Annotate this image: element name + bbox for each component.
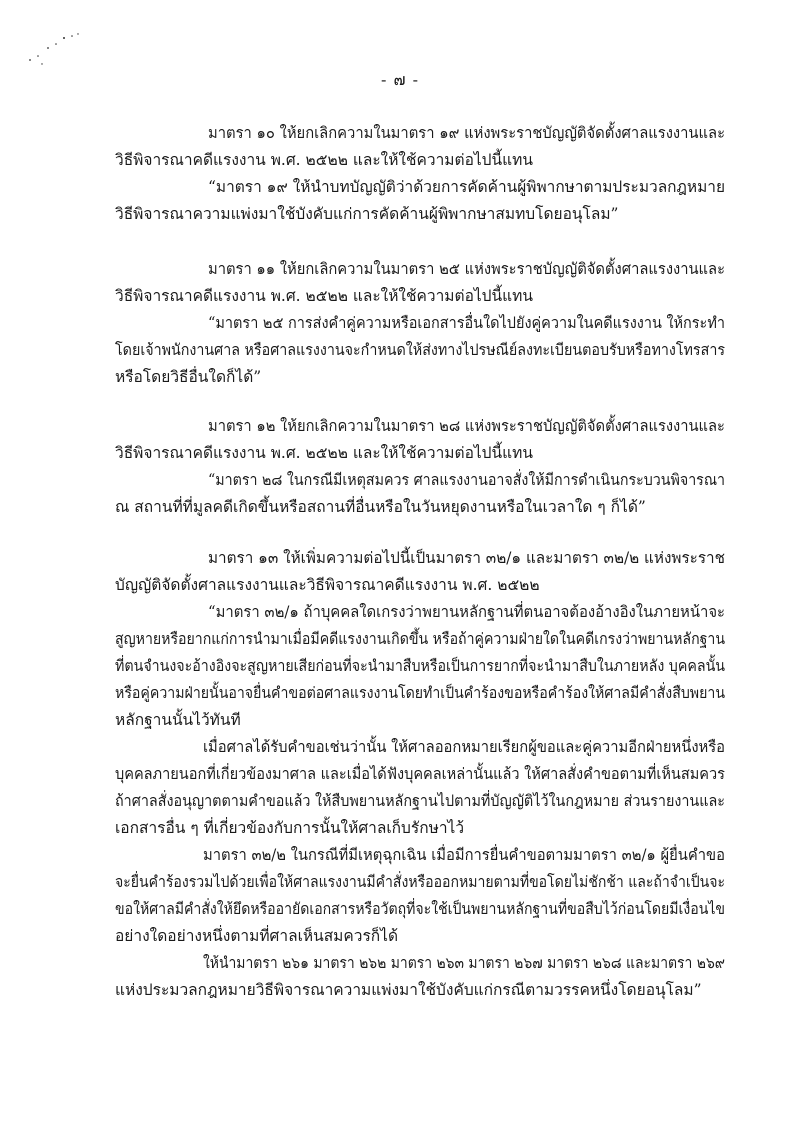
- text-line-content: อย่างใดอย่างหนึ่งตามที่ศาลเห็นสมควรก็ได้: [115, 927, 399, 945]
- section-article-10: [115, 120, 725, 228]
- text-line: [115, 950, 725, 977]
- text-line-content: เมื่อศาลได้รับคำขอเช่นว่านั้น ให้ศาลออกหมายเรียกผู้ขอและคู่ความอีกฝ่ายหนึ่งหรือ: [203, 738, 726, 756]
- text-line: [115, 680, 725, 707]
- text-line: [115, 364, 725, 391]
- text-line: [115, 283, 725, 310]
- text-line-content: มาตรา ๑๐ ให้ยกเลิกความในมาตรา ๑๙ แห่งพระราชบัญญัติจัดตั้งศาลแรงงานและ: [208, 124, 726, 142]
- text-line: [115, 467, 725, 494]
- text-line-content: มาตรา ๓๒/๒ ในกรณีที่มีเหตุฉุกเฉิน เมื่อมีการยื่นคำขอตามมาตรา ๓๒/๑ ผู้ยื่นคำขอ: [203, 846, 725, 864]
- text-line-content: โดยเจ้าพนักงานศาล หรือศาลแรงงานจะกำหนดให้ส่งทางไปรษณีย์ลงทะเบียนตอบรับหรือทางโทรสาร: [115, 341, 726, 359]
- text-line: [115, 734, 725, 761]
- text-line-content: “มาตรา ๓๒/๑ ถ้าบุคคลใดเกรงว่าพยานหลักฐานที่ตนอาจต้องอ้างอิงในภายหน้าจะ: [208, 603, 726, 621]
- text-line-content: บัญญัติจัดตั้งศาลแรงงานและวิธีพิจารณาคดีแรงงาน พ.ศ. ๒๕๒๒: [115, 576, 540, 594]
- text-line-content: วิธีพิจารณาความแพ่งมาใช้บังคับแก่การคัดค้านผู้พิพากษาสมทบโดยอนุโลม”: [115, 205, 619, 223]
- text-line: [115, 653, 725, 680]
- text-line-content: สูญหายหรือยากแก่การนำมาเมื่อมีคดีแรงงานเกิดขึ้น หรือถ้าคู่ความฝ่ายใดในคดีเกรงว่าพยานหลักฐาน: [115, 630, 725, 648]
- text-line: [115, 440, 725, 467]
- text-line-content: ที่ตนจำนงจะอ้างอิงจะสูญหายเสียก่อนที่จะนำมาสืบหรือเป็นการยากที่จะนำมาสืบในภายหลัง บุคคลนั้น: [115, 657, 726, 675]
- text-line-content: วิธีพิจารณาคดีแรงงาน พ.ศ. ๒๕๒๒ และให้ใช้ความต่อไปนี้แทน: [115, 444, 533, 462]
- text-line: [115, 842, 725, 869]
- section-article-13: [115, 545, 725, 1004]
- text-line-content: “มาตรา ๑๙ ให้นำบทบัญญัติว่าด้วยการคัดค้านผู้พิพากษาตามประมวลกฎหมาย: [208, 178, 725, 196]
- text-line: [115, 896, 725, 923]
- text-line-content: หรือโดยวิธีอื่นใดก็ได้”: [115, 368, 262, 386]
- text-line-content: ถ้าศาลสั่งอนุญาตตามคำขอแล้ว ให้สืบพยานหลักฐานไปตามที่บัญญัติไว้ในกฎหมาย ส่วนรายงานและ: [115, 792, 725, 810]
- section-article-12: [115, 413, 725, 521]
- text-line: [115, 545, 725, 572]
- text-line-content: บุคคลภายนอกที่เกี่ยวข้องมาศาล และเมื่อได้ฟังบุคคลเหล่านั้นแล้ว ให้ศาลสั่งคำขอตามที่เห็นสมควร: [115, 765, 725, 783]
- text-line: [115, 572, 725, 599]
- scan-specks: [26, 30, 106, 70]
- text-line-content: เอกสารอื่น ๆ ที่เกี่ยวข้องกับการนั้นให้ศาลเก็บรักษาไว้: [115, 819, 465, 837]
- text-line-content: วิธีพิจารณาคดีแรงงาน พ.ศ. ๒๕๒๒ และให้ใช้ความต่อไปนี้แทน: [115, 287, 533, 305]
- text-line: [115, 788, 725, 815]
- text-line-content: หลักฐานนั้นไว้ทันที: [115, 711, 241, 729]
- text-line: [115, 626, 725, 653]
- text-line-content: มาตรา ๑๓ ให้เพิ่มความต่อไปนี้เป็นมาตรา ๓๒/๑ และมาตรา ๓๒/๒ แห่งพระราช: [208, 549, 725, 567]
- text-line: [115, 310, 725, 337]
- text-line-content: “มาตรา ๒๘ ในกรณีมีเหตุสมควร ศาลแรงงานอาจสั่งให้มีการดำเนินกระบวนพิจารณา: [208, 471, 726, 489]
- text-line: [115, 120, 725, 147]
- text-line-content: มาตรา ๑๒ ให้ยกเลิกความในมาตรา ๒๘ แห่งพระราชบัญญัติจัดตั้งศาลแรงงานและ: [208, 417, 725, 435]
- text-line-content: ให้นำมาตรา ๒๖๑ มาตรา ๒๖๒ มาตรา ๒๖๓ มาตรา ๒๖๗ มาตรา ๒๖๘ และมาตรา ๒๖๙: [203, 954, 725, 972]
- text-line-content: “มาตรา ๒๕ การส่งคำคู่ความหรือเอกสารอื่นใดไปยังคู่ความในคดีแรงงาน ให้กระทำ: [208, 314, 725, 332]
- text-line: [115, 761, 725, 788]
- text-line: [115, 413, 725, 440]
- text-line: [115, 494, 725, 521]
- text-line: [115, 707, 725, 734]
- text-line: [115, 869, 725, 896]
- text-line-content: ขอให้ศาลมีคำสั่งให้ยึดหรืออายัดเอกสารหรือวัตถุที่จะใช้เป็นพยานหลักฐานที่ขอสืบไว้ก่อนโดยมีเงื่อนไข: [115, 900, 726, 918]
- text-line-content: จะยื่นคำร้องรวมไปด้วยเพื่อให้ศาลแรงงานมีคำสั่งหรือออกหมายตามที่ขอโดยไม่ชักช้า และถ้าจำเป็นจะ: [115, 873, 726, 891]
- page-number: - ๗ -: [380, 70, 419, 89]
- text-line: [115, 201, 725, 228]
- text-line: [115, 337, 725, 364]
- text-line: [115, 977, 725, 1004]
- text-line-content: ณ สถานที่ที่มูลคดีเกิดขึ้นหรือสถานที่อื่นหรือในวันหยุดงานหรือในเวลาใด ๆ ก็ได้”: [115, 498, 646, 516]
- text-line-content: แห่งประมวลกฎหมายวิธีพิจารณาความแพ่งมาใช้บังคับแก่กรณีตามวรรคหนึ่งโดยอนุโลม”: [115, 981, 702, 999]
- text-line: [115, 174, 725, 201]
- text-line: [115, 599, 725, 626]
- text-line: [115, 147, 725, 174]
- text-line: [115, 815, 725, 842]
- text-line-content: วิธีพิจารณาคดีแรงงาน พ.ศ. ๒๕๒๒ และให้ใช้ความต่อไปนี้แทน: [115, 151, 533, 169]
- text-line: [115, 923, 725, 950]
- text-line-content: หรือคู่ความฝ่ายนั้นอาจยื่นคำขอต่อศาลแรงงานโดยทำเป็นคำร้องขอหรือคำร้องให้ศาลมีคำสั่งสืบพยาน: [115, 684, 726, 702]
- text-line-content: มาตรา ๑๑ ให้ยกเลิกความในมาตรา ๒๕ แห่งพระราชบัญญัติจัดตั้งศาลแรงงานและ: [208, 260, 725, 278]
- text-line: [115, 256, 725, 283]
- section-article-11: [115, 256, 725, 391]
